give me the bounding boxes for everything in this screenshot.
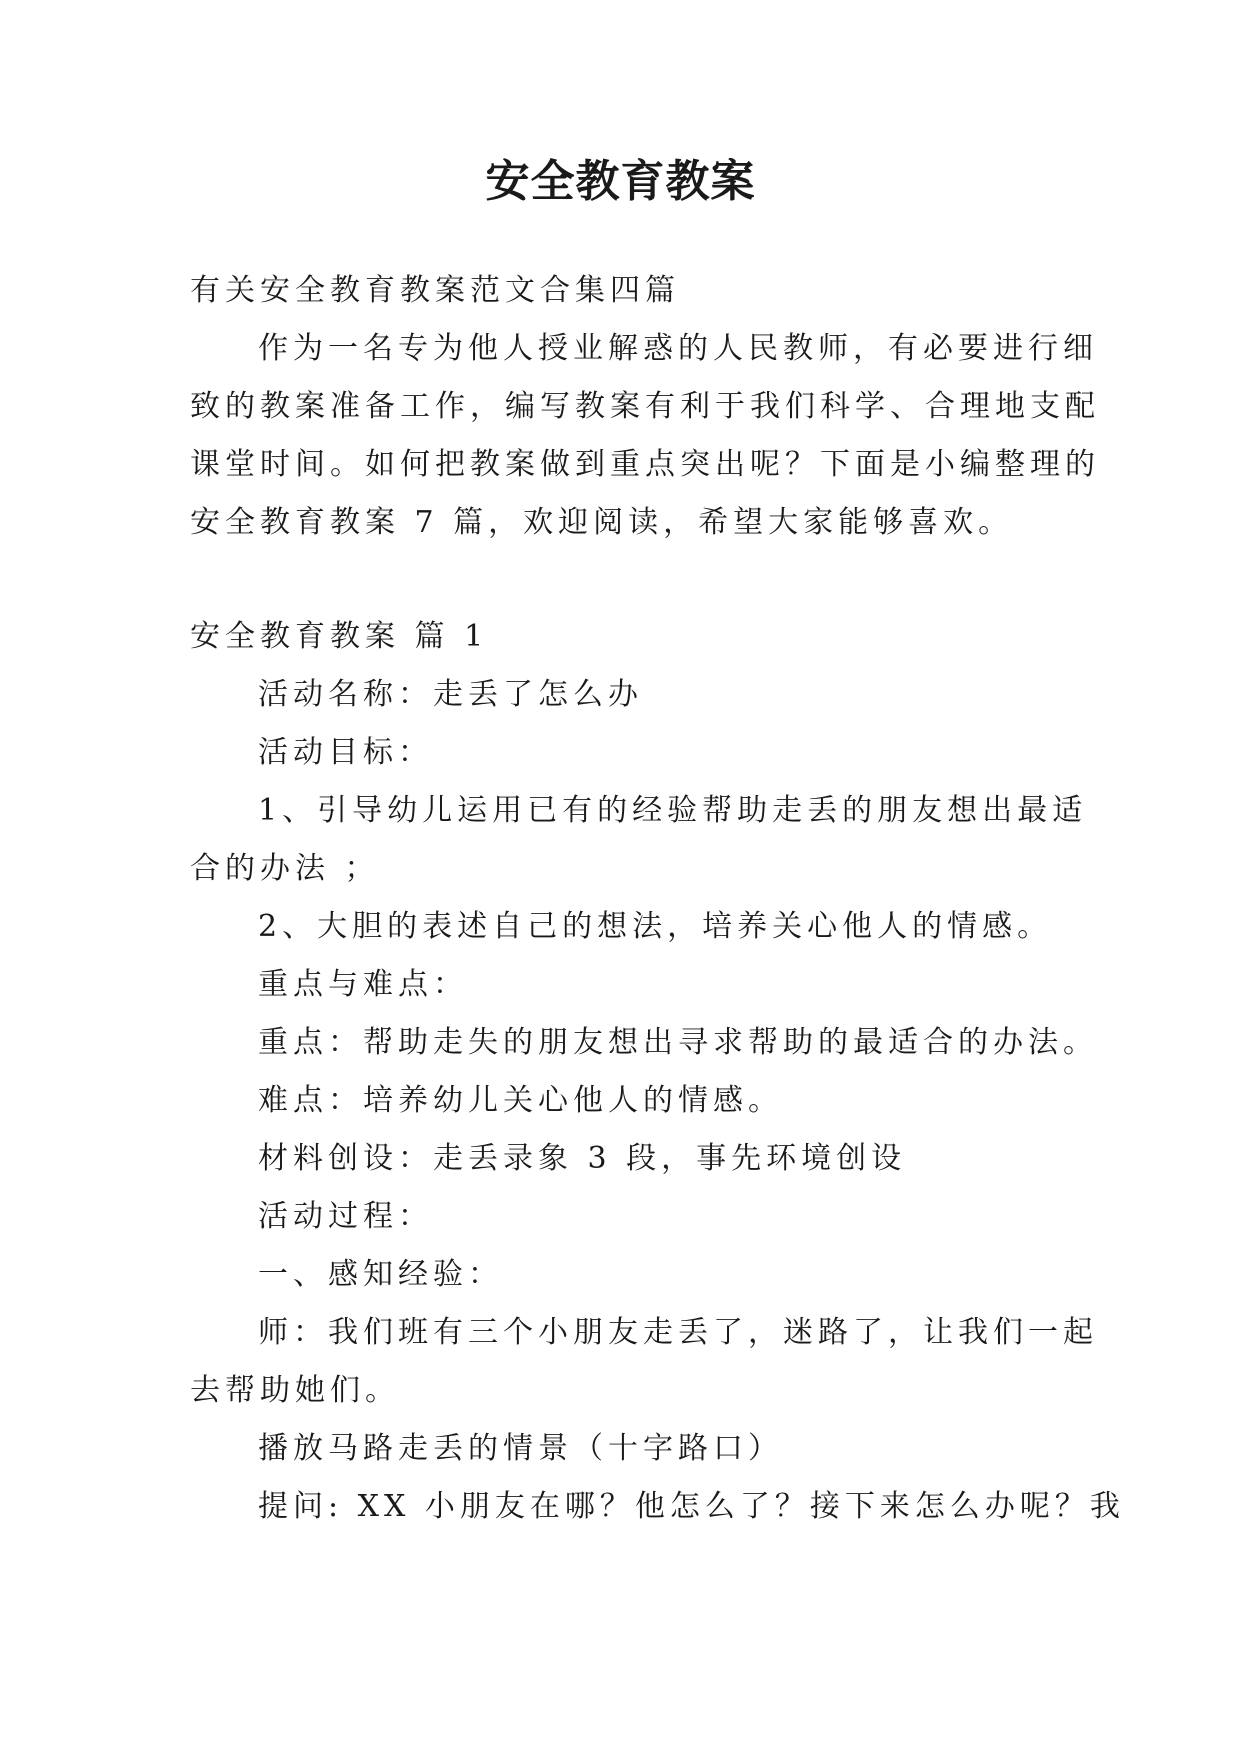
section-line: 活动过程：	[258, 1199, 433, 1234]
intro-line: 作为一名专为他人授业解惑的人民教师，有必要进行细	[258, 331, 1098, 366]
document-body	[190, 262, 1125, 1536]
section-line: 一、感知经验：	[258, 1257, 503, 1292]
section-line: 1、引导幼儿运用已有的经验帮助走丢的朋友想出最适	[258, 793, 1088, 828]
section-line: 活动名称：走丢了怎么办	[258, 677, 643, 712]
section-line: 去帮助她们。	[190, 1373, 400, 1408]
document-title: 安全教育教案	[485, 156, 756, 207]
section-line: 提问: XX 小朋友在哪？他怎么了？接下来怎么办呢？我	[258, 1489, 1125, 1524]
section-content	[190, 666, 1125, 1536]
paragraph-spacer	[190, 552, 1060, 608]
section-line: 合的办法 ；	[190, 851, 380, 886]
intro-line: 安全教育教案 7 篇，欢迎阅读，希望大家能够喜欢。	[190, 505, 1014, 540]
section-line: 难点：培养幼儿关心他人的情感。	[258, 1083, 783, 1118]
section-line: 师：我们班有三个小朋友走丢了，迷路了，让我们一起	[258, 1315, 1098, 1350]
section-line: 重点：帮助走失的朋友想出寻求帮助的最适合的办法。	[258, 1025, 1098, 1060]
intro-line: 致的教案准备工作，编写教案有利于我们科学、合理地支配	[190, 389, 1100, 424]
intro-line: 课堂时间。如何把教案做到重点突出呢？下面是小编整理的	[190, 447, 1100, 482]
section-line: 材料创设：走丢录象 3 段，事先环境创设	[258, 1141, 907, 1176]
section-heading: 安全教育教案 篇 1	[190, 619, 489, 654]
section-line: 播放马路走丢的情景（十字路口）	[258, 1431, 783, 1466]
section-line: 重点与难点：	[258, 967, 468, 1002]
section-line: 2、大胆的表述自己的想法，培养关心他人的情感。	[258, 909, 1053, 944]
section-line: 活动目标：	[258, 735, 433, 770]
document-subtitle: 有关安全教育教案范文合集四篇	[190, 273, 680, 308]
